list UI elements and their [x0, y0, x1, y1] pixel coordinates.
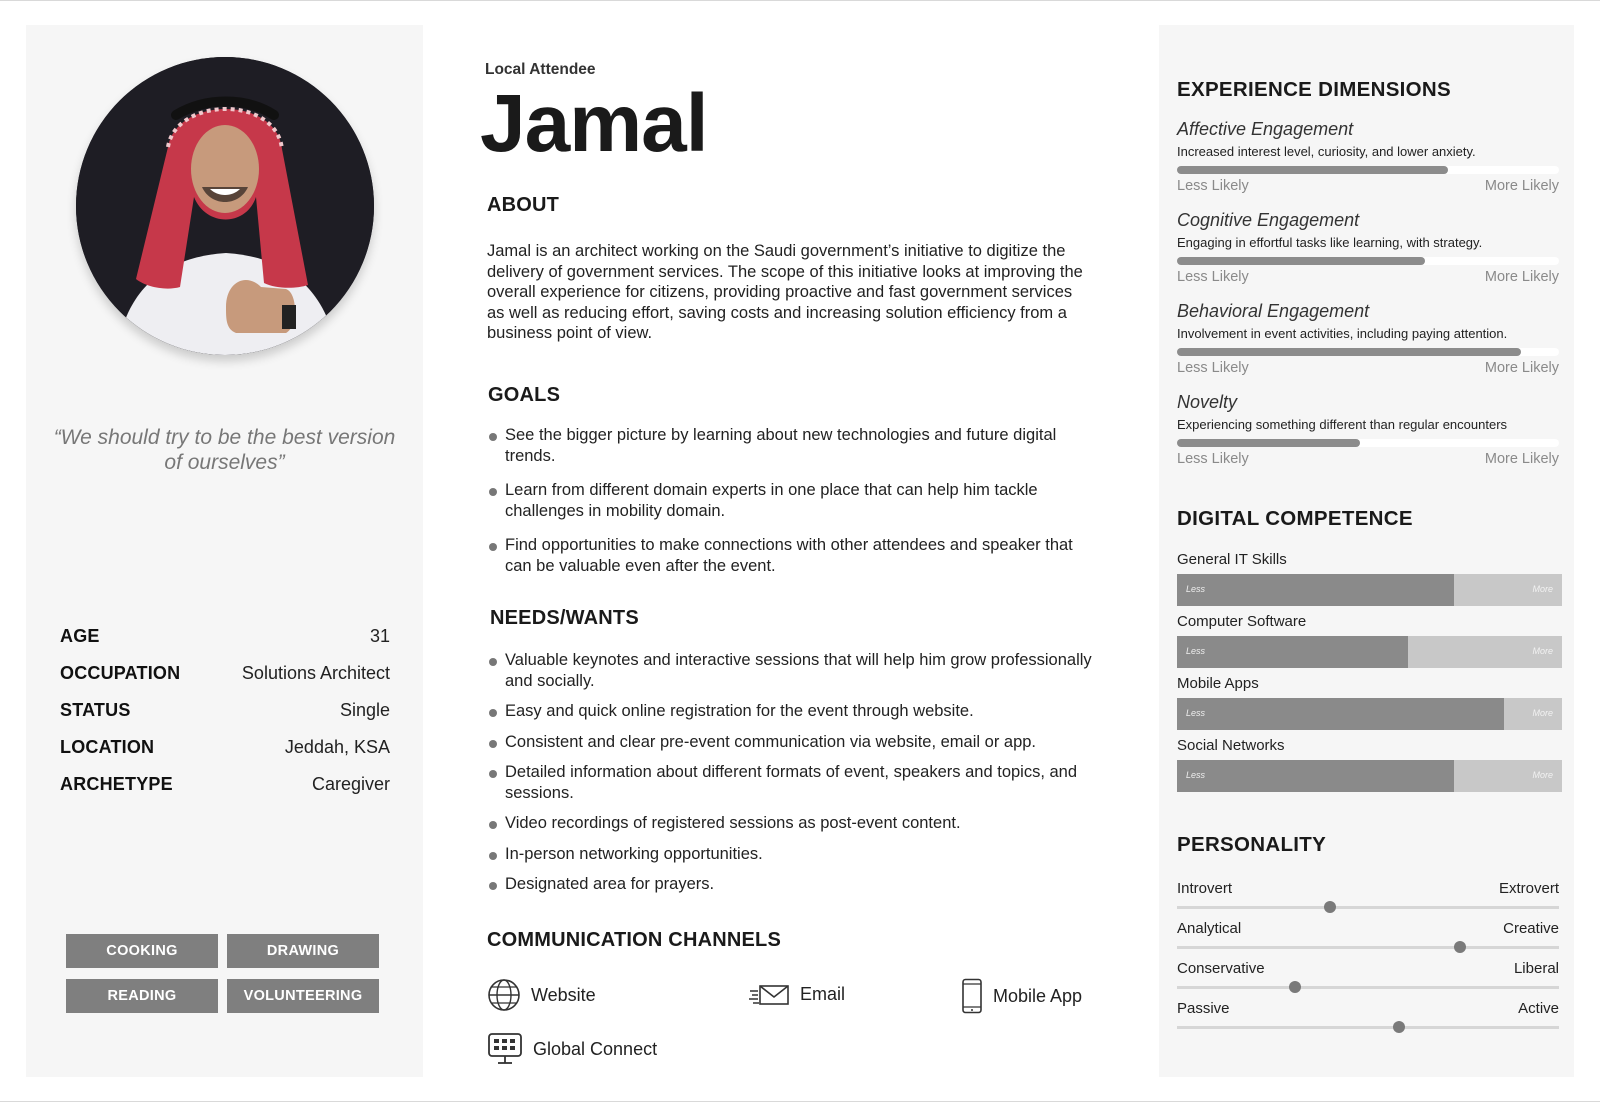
list-item: Easy and quick online registration for the event through website.	[487, 701, 1092, 722]
about-heading: ABOUT	[487, 194, 560, 216]
envelope-icon	[748, 979, 790, 1009]
fact-label: AGE	[60, 626, 100, 646]
fact-label: STATUS	[60, 700, 131, 720]
fact-list	[60, 618, 390, 803]
dimension-desc: Engaging in effortful tasks like learning, with strategy.	[1177, 235, 1483, 250]
dimension-desc: Involvement in event activities, including paying attention.	[1177, 326, 1508, 341]
dimension-bar-fill	[1177, 166, 1448, 174]
more-label: More	[1532, 646, 1553, 656]
trait-right-label: Extrovert	[1498, 880, 1559, 897]
competence-bar	[1177, 636, 1562, 668]
bottom-divider	[0, 1101, 1600, 1102]
more-label: More	[1532, 584, 1553, 594]
person-portrait-icon	[76, 57, 374, 355]
tag-reading: READING	[66, 979, 218, 1013]
competence-it-skills	[1177, 551, 1562, 606]
needs-list	[487, 650, 1092, 905]
competence-bar-fill	[1177, 760, 1454, 792]
trait-slider-handle	[1454, 941, 1466, 953]
dimension-title: Cognitive Engagement	[1177, 210, 1360, 230]
about-text: Jamal is an architect working on the Saudi government’s initiative to digitize the delivery of government services. The scope of this initiative looks at improving the overall experience for citizens, providing proactive and fast government services as well as reducing effort, saving costs and increasing solution efficiency from a business point of view.	[487, 242, 1083, 342]
trait-left-label: Analytical	[1177, 920, 1242, 937]
more-label: More	[1532, 708, 1553, 718]
list-item: Find opportunities to make connections with other attendees and speaker that can be valuable even after the event.	[487, 535, 1092, 576]
personality-analytical-creative	[1177, 920, 1559, 949]
competence-heading: DIGITAL COMPETENCE	[1177, 507, 1413, 530]
personality-conservative-liberal	[1177, 960, 1559, 989]
dimension-bar	[1177, 439, 1559, 447]
fact-age	[60, 618, 390, 655]
fact-label: OCCUPATION	[60, 663, 181, 683]
more-likely-label: More Likely	[1484, 360, 1559, 376]
persona-name: Jamal	[480, 78, 708, 169]
channel-label: Mobile App	[993, 985, 1083, 1006]
dimension-bar-fill	[1177, 257, 1425, 265]
fact-occupation	[60, 655, 390, 692]
dimension-title: Affective Engagement	[1177, 119, 1354, 139]
competence-bar	[1177, 574, 1562, 606]
more-likely-label: More Likely	[1484, 451, 1559, 467]
list-item: See the bigger picture by learning about new technologies and future digital trends.	[487, 425, 1092, 466]
competence-software	[1177, 613, 1562, 668]
personality-passive-active	[1177, 1000, 1559, 1029]
goals-heading: GOALS	[488, 384, 561, 406]
competence-bar-fill	[1177, 636, 1408, 668]
dimension-affective	[1177, 118, 1559, 194]
dimension-desc: Increased interest level, curiosity, and lower anxiety.	[1177, 144, 1476, 159]
competence-mobile-apps	[1177, 675, 1562, 730]
list-item: Detailed information about different formats of event, speakers and topics, and sessions.	[487, 762, 1092, 803]
dimension-novelty	[1177, 391, 1559, 467]
dimension-bar-fill	[1177, 348, 1521, 356]
fact-value: Single	[339, 700, 390, 720]
trait-slider-track	[1177, 1026, 1559, 1029]
list-item: Designated area for prayers.	[487, 874, 1092, 895]
more-likely-label: More Likely	[1484, 269, 1559, 285]
avatar	[76, 57, 374, 355]
globe-icon	[487, 978, 521, 1012]
dimension-bar	[1177, 348, 1559, 356]
top-divider	[0, 0, 1600, 1]
tag-drawing: DRAWING	[227, 934, 379, 968]
fact-label: LOCATION	[60, 737, 155, 757]
smartphone-icon	[961, 978, 983, 1014]
list-item: In-person networking opportunities.	[487, 844, 1092, 865]
competence-bar-fill	[1177, 698, 1504, 730]
trait-right-label: Creative	[1503, 920, 1559, 937]
channel-label: Email	[800, 983, 846, 1004]
tag-cooking: COOKING	[66, 934, 218, 968]
dimension-bar-fill	[1177, 439, 1360, 447]
kiosk-icon	[487, 1032, 523, 1066]
channel-global-connect	[487, 1032, 657, 1066]
competence-bar	[1177, 698, 1562, 730]
experience-heading: EXPERIENCE DIMENSIONS	[1177, 78, 1451, 101]
more-label: More	[1532, 770, 1553, 780]
less-label: Less	[1186, 646, 1206, 656]
list-item: Consistent and clear pre-event communication via website, email or app.	[487, 732, 1092, 753]
trait-slider-track	[1177, 906, 1559, 909]
profile-panel	[26, 25, 423, 1077]
fact-value: Caregiver	[311, 774, 390, 794]
competence-bar	[1177, 760, 1562, 792]
trait-slider-track	[1177, 986, 1559, 989]
personality-introvert-extrovert	[1177, 880, 1559, 909]
less-likely-label: Less Likely	[1177, 451, 1249, 467]
trait-right-label: Liberal	[1513, 960, 1559, 977]
trait-right-label: Active	[1518, 1000, 1559, 1017]
competence-bar-fill	[1177, 574, 1454, 606]
dimension-cognitive	[1177, 209, 1559, 285]
list-item: Learn from different domain experts in one place that can help him tackle challenges in mobility domain.	[487, 480, 1092, 521]
channel-label: Website	[531, 984, 596, 1005]
trait-slider-handle	[1393, 1021, 1405, 1033]
fact-label: ARCHETYPE	[60, 774, 173, 794]
dimension-title: Behavioral Engagement	[1177, 301, 1370, 321]
trait-left-label: Conservative	[1177, 960, 1265, 977]
trait-left-label: Introvert	[1177, 880, 1233, 897]
less-likely-label: Less Likely	[1177, 178, 1249, 194]
trait-slider-track	[1177, 946, 1559, 949]
personality-heading: PERSONALITY	[1177, 833, 1327, 856]
persona-subtitle: Local Attendee	[485, 61, 596, 78]
channel-label: Global Connect	[533, 1038, 658, 1059]
needs-heading: NEEDS/WANTS	[490, 607, 639, 629]
channels-heading: COMMUNICATION CHANNELS	[487, 929, 782, 951]
competence-label: Social Networks	[1177, 737, 1285, 754]
less-likely-label: Less Likely	[1177, 269, 1249, 285]
dimension-bar	[1177, 257, 1559, 265]
fact-value: Solutions Architect	[241, 663, 390, 683]
dimension-desc: Experiencing something different than regular encounters	[1177, 417, 1508, 432]
channel-email	[748, 979, 845, 1009]
trait-slider-handle	[1324, 901, 1336, 913]
fact-location	[60, 729, 390, 766]
list-item: Video recordings of registered sessions as post-event content.	[487, 813, 1092, 834]
dimension-behavioral	[1177, 300, 1559, 376]
channel-mobile-app	[961, 978, 1082, 1014]
trait-left-label: Passive	[1177, 1000, 1230, 1017]
channel-website	[487, 978, 596, 1012]
fact-value: 31	[369, 626, 390, 646]
competence-label: Computer Software	[1177, 613, 1307, 630]
metrics-panel	[1159, 25, 1574, 1077]
less-label: Less	[1186, 708, 1206, 718]
less-label: Less	[1186, 770, 1206, 780]
dimension-bar	[1177, 166, 1559, 174]
persona-quote: “We should try to be the best version of ourselves”	[53, 426, 396, 474]
competence-social-networks	[1177, 737, 1562, 792]
competence-label: General IT Skills	[1177, 551, 1287, 568]
fact-status	[60, 692, 390, 729]
less-label: Less	[1186, 584, 1206, 594]
list-item: Valuable keynotes and interactive sessions that will help him grow professionally and socially.	[487, 650, 1092, 691]
fact-value: Jeddah, KSA	[284, 737, 390, 757]
trait-slider-handle	[1289, 981, 1301, 993]
more-likely-label: More Likely	[1484, 178, 1559, 194]
tag-volunteering: VOLUNTEERING	[227, 979, 379, 1013]
dimension-title: Novelty	[1177, 392, 1238, 412]
fact-archetype	[60, 766, 390, 803]
less-likely-label: Less Likely	[1177, 360, 1249, 376]
competence-label: Mobile Apps	[1177, 675, 1259, 692]
goals-list	[487, 425, 1092, 590]
